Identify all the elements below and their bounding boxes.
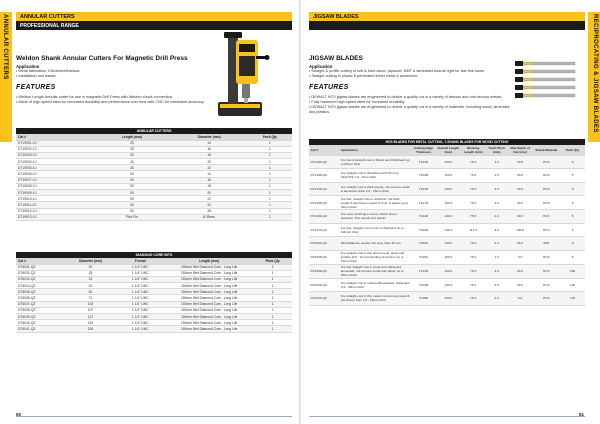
table-cell: 100 xyxy=(560,292,585,306)
table-row xyxy=(309,223,585,237)
table-cell: 50.0 xyxy=(508,169,533,183)
table-cell: 22 xyxy=(171,165,248,171)
right-header-black xyxy=(309,21,585,30)
table-cell: 1 xyxy=(253,301,292,307)
table-cell: 50 xyxy=(93,171,170,177)
table-cell: For straight cuts in thick woods, non-ferrous metal & aluminium thick 2.5 - 15mm thick xyxy=(339,182,411,196)
table-cell: 1 xyxy=(248,152,292,158)
table-cell: 6.35mm xyxy=(171,214,248,220)
left-features-heading: FEATURES xyxy=(16,84,56,91)
table-cell: 100.0 xyxy=(436,182,461,196)
table-cell: 1 1/4" UNC xyxy=(115,314,165,320)
table-cell: 1 xyxy=(248,214,292,220)
table-row xyxy=(309,292,585,306)
table-row xyxy=(309,237,585,251)
table-cell: 4.0 xyxy=(486,182,508,196)
table-cell: 150mm Wet Diamond Core - Long Life xyxy=(165,301,253,307)
right-header-yellow: JIGSAW BLADES xyxy=(309,12,585,21)
table-cell: 1 xyxy=(248,171,292,177)
hcs-table-caption: HCS BLADES FOR METAL CUTTING, T-SHANK BLADES FOR WOOD CUTTING xyxy=(309,139,585,145)
right-application-item: • Straight cutting in plastic & perforated sheet metal & aluminium. xyxy=(309,74,419,78)
table-cell: 1 1/4" UNC xyxy=(115,276,165,282)
left-side-tab xyxy=(0,0,12,424)
table-cell: 1 xyxy=(253,307,292,313)
table-row xyxy=(309,182,585,196)
table-cell: DT2165-QZ xyxy=(309,169,339,183)
table-cell: DT2170-QZ xyxy=(309,223,339,237)
table-cell: 16 xyxy=(171,177,248,183)
table-cell: 1 1/4" UNC xyxy=(115,289,165,295)
table-cell: 1 xyxy=(253,276,292,282)
table-cell: 100.0 xyxy=(436,237,461,251)
table-cell: 1 xyxy=(248,196,292,202)
right-application-label: Application xyxy=(309,64,333,69)
table-cell: 3.0 xyxy=(486,196,508,210)
table-cell: 102 xyxy=(66,301,116,307)
table-cell: DT6039-QZ xyxy=(16,314,66,320)
table-cell: 100.0 xyxy=(436,210,461,224)
table-cell: 32 xyxy=(66,276,116,282)
table-cell: 75.0 xyxy=(461,237,486,251)
table-cell: 24 xyxy=(171,202,248,208)
table-cell: 5 xyxy=(560,196,585,210)
table-cell: DT6038-QZ xyxy=(16,307,66,313)
table-cell: 150mm Wet Diamond Core - Long Life xyxy=(165,320,253,326)
right-features-heading: FEATURES xyxy=(309,84,349,91)
table-cell: 2.0 xyxy=(486,292,508,306)
table-cell: 50 xyxy=(93,196,170,202)
table-row xyxy=(309,196,585,210)
table-header-cell: Shank Material xyxy=(533,145,561,155)
table-cell: T144D xyxy=(411,264,436,278)
right-feature-item: • DEWALT HCS jigsaw blades are engineered to deliver a quality cut in a variety of famous and non-ferrous metals. xyxy=(309,95,503,99)
table-cell: For fast & straight cuts in Wood and Chipboard up to 60mm thick xyxy=(339,155,411,169)
table-cell: T127D xyxy=(411,196,436,210)
diamond-table-caption: DIAMOND CORE BITS xyxy=(16,252,292,258)
table-cell: HCS xyxy=(533,210,561,224)
table-row xyxy=(309,264,585,278)
right-feature-item: • Fully hardened high speed steel for increased durability. xyxy=(309,100,406,104)
table-header-cell: Teeth Pitch (mm) xyxy=(486,145,508,155)
table-cell: 50 xyxy=(93,177,170,183)
table-cell: 1 xyxy=(253,270,292,276)
diamond-core-bits-table xyxy=(16,252,292,333)
table-cell: 26 xyxy=(171,208,248,214)
table-cell: 75.0 xyxy=(461,278,486,292)
right-product-title: JIGSAW BLADES xyxy=(309,55,363,62)
table-cell: 25 xyxy=(93,165,170,171)
table-cell: 5 xyxy=(560,210,585,224)
table-cell: 1 1/4" UNC xyxy=(115,270,165,276)
table-header-cell: Diameter (mm) xyxy=(66,258,116,264)
table-cell: 18 xyxy=(171,183,248,189)
table-header-cell: Application xyxy=(339,145,411,155)
table-cell: 1 xyxy=(253,295,292,301)
table-cell: T144D xyxy=(411,155,436,169)
table-cell: DT19006-XJ xyxy=(16,171,93,177)
table-header-cell: Pack Qty xyxy=(253,258,292,264)
table-cell: 150mm Wet Diamond Core - Long Life xyxy=(165,264,253,270)
table-cell: HCS xyxy=(533,169,561,183)
table-cell: 52 xyxy=(66,283,116,289)
table-cell: 4.0 xyxy=(486,210,508,224)
table-cell: HCS xyxy=(533,182,561,196)
table-cell: 5 xyxy=(560,182,585,196)
left-footer-rule xyxy=(16,416,292,417)
table-cell: 1 1/4" UNC xyxy=(115,301,165,307)
right-page xyxy=(301,0,600,424)
left-header-black: PROFESSIONAL RANGE xyxy=(16,21,292,30)
table-cell: 150mm Wet Diamond Core - Long Life xyxy=(165,276,253,282)
table-cell: 50.0 xyxy=(508,278,533,292)
table-cell: 2.3 xyxy=(486,237,508,251)
table-cell: 100 xyxy=(560,278,585,292)
table-cell: DT19013-XJ xyxy=(16,214,93,220)
table-header-cell: Length (mm) xyxy=(93,134,170,140)
table-row xyxy=(309,155,585,169)
table-cell: T144D xyxy=(411,210,436,224)
table-cell: 1 xyxy=(253,314,292,320)
table-cell: 75.0 xyxy=(461,292,486,306)
table-cell: 1 xyxy=(248,165,292,171)
table-cell: DT19011-XJ xyxy=(16,202,93,208)
table-row xyxy=(309,169,585,183)
table-cell: For straight cuts in Wood/wood (5-50 mm) thick/Thin 1.0 - 8mm thick xyxy=(339,169,411,183)
table-cell: 50 xyxy=(93,183,170,189)
table-cell: 72 xyxy=(66,295,116,301)
magnetic-drill-image xyxy=(212,26,272,122)
table-cell: DT6031-QZ xyxy=(16,264,66,270)
table-cell: 100.0 xyxy=(436,155,461,169)
table-header-cell: Pack Qty xyxy=(248,134,292,140)
table-cell: 2.5 xyxy=(486,278,508,292)
table-cell: DT19001-XJ xyxy=(16,140,93,146)
table-cell: For fast straight cuts in wood and chipboard, laminated, non-ferrous metal and plastic up to 60mm thick xyxy=(339,264,411,278)
table-cell: 4.0 xyxy=(486,223,508,237)
table-cell: 25 xyxy=(66,270,116,276)
table-cell: 5 xyxy=(560,250,585,264)
table-cell: For fast, straight cuts in softwood >40 thick, woods & aluminium sheets 5.0mm & plastic up to 30mm thick xyxy=(339,196,411,210)
table-cell: 150mm Wet Diamond Core - Long Life xyxy=(165,295,253,301)
table-cell: HCS xyxy=(533,223,561,237)
table-cell: 22 xyxy=(171,196,248,202)
table-cell: T101B xyxy=(411,278,436,292)
table-cell: DT19003-XJ xyxy=(16,152,93,158)
table-cell: 14 xyxy=(171,171,248,177)
table-cell: 75.0 xyxy=(461,155,486,169)
table-cell: DT2209-QZ xyxy=(309,278,339,292)
table-cell: 152 xyxy=(66,320,116,326)
right-feature-item: • DEWALT HCS jigsaw blades are engineered to deliver a quality cut in a variety of materials, including wood, laminates and plastics. xyxy=(309,105,510,114)
table-cell: 25 xyxy=(93,159,170,165)
table-cell: 1 1/4" UNC xyxy=(115,326,165,332)
table-cell: 50.0 xyxy=(508,182,533,196)
table-cell: 2.5 xyxy=(486,169,508,183)
table-cell: HCS xyxy=(533,292,561,306)
left-product-title: Weldon Shank Annular Cutters For Magnetic Drill Press xyxy=(16,55,188,62)
table-cell: 1 xyxy=(253,326,292,332)
annular-table-caption: ANNULAR CUTTERS xyxy=(16,128,292,134)
table-cell: T101D xyxy=(411,182,436,196)
left-application-label: Application xyxy=(16,64,40,69)
table-cell: 3.0 xyxy=(508,250,533,264)
table-cell: DT2204-QZ xyxy=(309,237,339,251)
table-cell: 1 xyxy=(253,289,292,295)
right-features-list xyxy=(309,95,514,115)
jigsaw-blades-image xyxy=(515,58,581,104)
table-cell: DT6034-QZ xyxy=(16,283,66,289)
left-feature-item: • Weldon Length Annular cutter for use in magnetic Drill Press with Weldon chuck connection. xyxy=(16,95,173,99)
table-cell: 1 xyxy=(248,146,292,152)
table-cell: 1 xyxy=(253,283,292,289)
table-cell: 1 1/4" UNC xyxy=(115,320,165,326)
table-cell: 100.0 xyxy=(436,278,461,292)
table-cell: For curve finishing in wood, plastic sheet surfaces, Thin woods and plastic xyxy=(339,210,411,224)
left-application-list xyxy=(16,69,186,79)
table-cell: Pilot Pin xyxy=(93,214,170,220)
table-cell: 1.2 xyxy=(486,250,508,264)
table-cell: 5 xyxy=(560,223,585,237)
table-cell: 1 xyxy=(248,177,292,183)
table-cell: DT6037-QZ xyxy=(16,301,66,307)
table-cell: For straight cuts in thin sheet metal, pipes and profiles (0.5 - 1mm) including aluminium up to 10mm thick xyxy=(339,250,411,264)
table-cell: 1 xyxy=(248,208,292,214)
table-cell: 100.0 xyxy=(436,264,461,278)
table-header-cell: Overall Length (mm) xyxy=(437,146,460,154)
right-footer-rule xyxy=(309,416,585,417)
table-header-cell: Length (mm) xyxy=(165,258,253,264)
table-cell: DT2206-QZ xyxy=(309,250,339,264)
table-cell: 16 xyxy=(171,146,248,152)
right-side-tab xyxy=(588,0,600,424)
table-cell: 60.0 xyxy=(508,155,533,169)
table-cell: DT6040-QZ xyxy=(16,320,66,326)
table-cell: For straight cuts in thin metal, non-ferrous metal & aluminium from 2.5 - 15mm thick xyxy=(339,292,411,306)
table-cell: 60.0 xyxy=(508,264,533,278)
table-cell: 150mm Wet Diamond Core - Long Life xyxy=(165,326,253,332)
table-cell: DT2166-QZ xyxy=(309,182,339,196)
table-header-cell: Cat # xyxy=(16,258,66,264)
table-cell: 25 xyxy=(93,140,170,146)
table-cell: 100.0 xyxy=(436,292,461,306)
table-cell: DT2208-QZ xyxy=(309,264,339,278)
table-cell: 25 xyxy=(93,152,170,158)
table-cell: HCS xyxy=(533,196,561,210)
table-cell: 117.0 xyxy=(461,223,486,237)
table-cell: 62 xyxy=(66,289,116,295)
table-cell: DT19008-XJ xyxy=(16,183,93,189)
table-cell: DT19009-XJ xyxy=(16,190,93,196)
left-feature-item: • Made of high speed steel for increased durability and performance over time with CNC for consistent accuracy. xyxy=(16,100,205,104)
table-cell: 1 1/4" UNC xyxy=(115,264,165,270)
table-cell: 5 xyxy=(560,169,585,183)
table-cell: 50 xyxy=(93,202,170,208)
table-cell: 150mm Wet Diamond Core - Long Life xyxy=(165,307,253,313)
table-cell: DT2169-QZ xyxy=(309,210,339,224)
right-application-list xyxy=(309,69,509,79)
left-application-item: • Installation and trades. xyxy=(16,74,57,78)
table-cell: 50 xyxy=(93,190,170,196)
table-header-cell: Cat # xyxy=(16,134,93,140)
table-cell: DT19002-XJ xyxy=(16,146,93,152)
table-cell: 150mm Wet Diamond Core - Long Life xyxy=(165,314,253,320)
table-cell: 150mm Wet Diamond Core - Long Life xyxy=(165,289,253,295)
table-cell: 1 xyxy=(253,320,292,326)
table-cell: DT2210-QZ xyxy=(309,292,339,306)
table-cell: BIM xyxy=(533,237,561,251)
table-cell: Multi Material, woods, hot amp, fiber 30 mm xyxy=(339,237,411,251)
right-application-item: • Straight & profile cutting of soft & hard wood, plywood, MDF & laminated boards right for fast fine noise. xyxy=(309,69,486,73)
table-cell: 50 xyxy=(93,208,170,214)
hcs-blades-table xyxy=(309,139,585,306)
table-row xyxy=(16,326,292,332)
table-cell: T118B xyxy=(411,292,436,306)
table-cell: 5 xyxy=(560,155,585,169)
table-cell: For fast, straight curve cuts in chipboard up to 100mm thick xyxy=(339,223,411,237)
table-cell: 4.0 xyxy=(486,155,508,169)
table-cell: 100.0 xyxy=(436,250,461,264)
table-cell: 50.0 xyxy=(508,196,533,210)
table-cell: 1 xyxy=(253,264,292,270)
table-cell: 20 xyxy=(171,190,248,196)
table-cell: 75.0 xyxy=(461,196,486,210)
table-cell: 200 xyxy=(66,326,116,332)
left-page-number: 50 xyxy=(16,412,22,417)
right-side-tab-text: RECIPROCATING & JIGSAW BLADES xyxy=(592,14,598,133)
left-application-item: • Metal fabrication, Electromechanical. xyxy=(16,69,81,73)
table-cell: 65.0 xyxy=(508,237,533,251)
table-header-cell: Pack Qty xyxy=(560,145,585,155)
table-cell: T344D xyxy=(411,223,436,237)
table-cell: DT6033-QZ xyxy=(16,276,66,282)
left-page xyxy=(0,0,299,424)
table-cell: HCS xyxy=(533,264,561,278)
table-cell: 5 xyxy=(560,237,585,251)
table-cell: DT19004-XJ xyxy=(16,159,93,165)
table-cell: 75.0 xyxy=(461,169,486,183)
table-cell: DT6032-QZ xyxy=(16,270,66,276)
right-section-header xyxy=(309,12,585,30)
table-cell: 132.0 xyxy=(436,223,461,237)
table-cell: 100 xyxy=(560,264,585,278)
annular-cutters-table xyxy=(16,128,292,221)
left-side-tab-text: ANNULAR CUTTERS xyxy=(2,14,8,80)
table-cell: 20 xyxy=(66,264,116,270)
table-cell: 60.0 xyxy=(508,210,533,224)
table-cell: 150mm Wet Diamond Core - Long Life xyxy=(165,270,253,276)
table-cell: 150mm Wet Diamond Core - Long Life xyxy=(165,283,253,289)
table-cell: DT2160-QZ xyxy=(309,155,339,169)
table-cell: 1 xyxy=(248,190,292,196)
table-cell: 127 xyxy=(66,314,116,320)
table-cell: 1 xyxy=(248,202,292,208)
table-header-cell: Cat # xyxy=(309,145,339,155)
table-cell: DT6041-QZ xyxy=(16,326,66,332)
table-cell: DT6036-QZ xyxy=(16,295,66,301)
table-cell: 4.0 xyxy=(486,264,508,278)
table-cell: T118A xyxy=(411,250,436,264)
table-cell: 75.0 xyxy=(461,182,486,196)
table-cell: HCS xyxy=(533,278,561,292)
table-cell: 1 xyxy=(248,183,292,189)
table-header-cell: Thread xyxy=(115,258,165,264)
table-row xyxy=(309,250,585,264)
table-cell: 107 xyxy=(66,307,116,313)
left-features-list xyxy=(16,95,216,105)
table-cell: 75.0 xyxy=(461,210,486,224)
table-cell: 75.0 xyxy=(461,264,486,278)
table-cell: 1 1/4" UNC xyxy=(115,307,165,313)
table-cell: DT19010-XJ xyxy=(16,196,93,202)
table-cell: 25 xyxy=(93,146,170,152)
table-cell: For straight cuts in softwood/hardwood, chipboard 3-6 - 30mm thick xyxy=(339,278,411,292)
table-cell: 100.0 xyxy=(436,169,461,183)
table-cell: DT6035-QZ xyxy=(16,289,66,295)
table-cell: T234X xyxy=(411,237,436,251)
table-row xyxy=(16,214,292,220)
table-header-cell: Working Length (mm) xyxy=(461,145,486,155)
table-cell: HCS xyxy=(533,250,561,264)
table-cell: 20 xyxy=(171,159,248,165)
table-cell: HCS xyxy=(533,155,561,169)
left-header-yellow: ANNULAR CUTTERS xyxy=(16,12,292,21)
table-cell: DT19007-XJ xyxy=(16,177,93,183)
right-page-number: 51 xyxy=(579,412,585,417)
table-cell: 1 1/4" UNC xyxy=(115,295,165,301)
table-cell: 75.0 xyxy=(461,250,486,264)
table-cell: DT2168-QZ xyxy=(309,196,339,210)
table-header-cell: Diameter (mm) xyxy=(171,134,248,140)
table-cell: T101B xyxy=(411,169,436,183)
table-row xyxy=(309,278,585,292)
table-cell: 14 xyxy=(171,140,248,146)
table-header-cell: Cutting Edge Thickness xyxy=(411,145,436,155)
table-cell: DT19005-XJ xyxy=(16,165,93,171)
table-cell: 1 xyxy=(248,140,292,146)
table-cell: 1 xyxy=(248,159,292,165)
table-cell: 18 xyxy=(171,152,248,158)
table-cell: 1 1/4" UNC xyxy=(115,283,165,289)
table-header-cell: Max Depth of Cut (mm) xyxy=(508,145,533,155)
table-cell: DT19012-XJ xyxy=(16,208,93,214)
table-cell: 6.0 xyxy=(508,292,533,306)
table-row xyxy=(309,210,585,224)
table-cell: 100.0 xyxy=(508,223,533,237)
table-cell: 100.0 xyxy=(436,196,461,210)
